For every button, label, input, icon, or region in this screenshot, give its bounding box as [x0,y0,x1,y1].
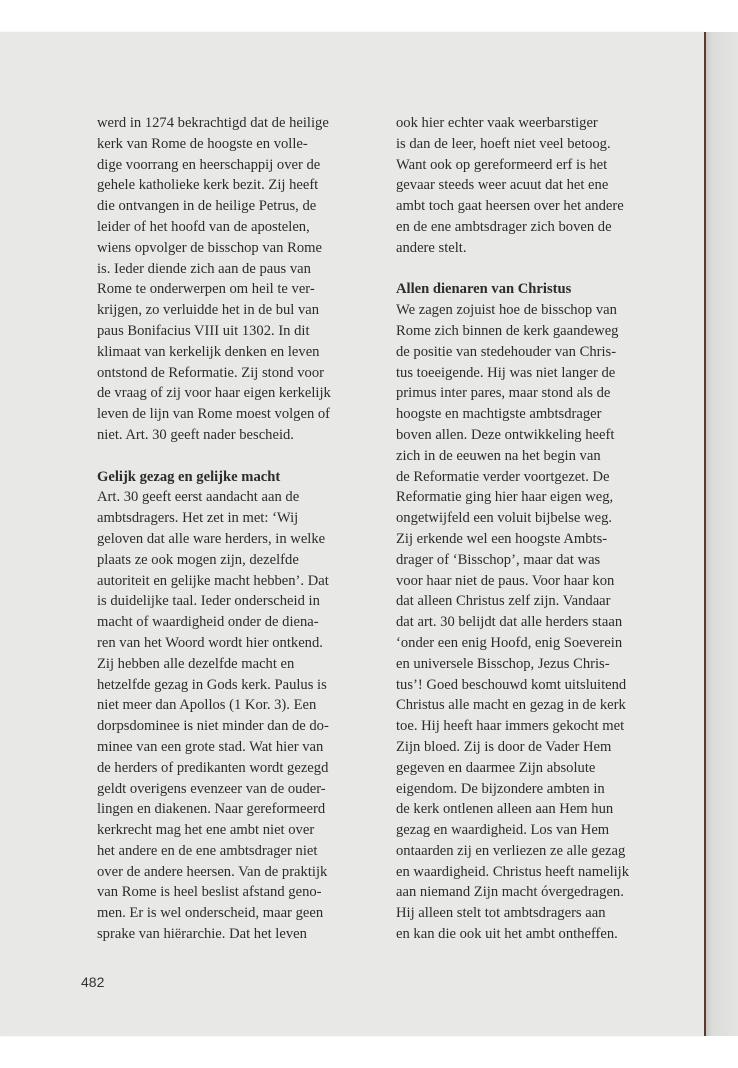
text-line: Zijn bloed. Zij is door de Vader Hem [396,738,612,755]
text-line: de vraag of zij voor haar eigen kerkelijk [97,385,331,402]
text-line: leider of het hoofd van de apostelen, [97,218,310,235]
text-line: boven allen. Deze ontwikkeling heeft [396,426,615,443]
text-line: hetzelfde gezag in Gods kerk. Paulus is [97,676,327,693]
left-column [97,113,361,945]
text-line: aan niemand Zijn macht óvergedragen. [396,884,624,901]
text-line: voor haar niet de paus. Voor haar kon [396,572,615,589]
text-line: sprake van hiërarchie. Dat het leven [97,926,307,943]
text-line: ‘onder een enig Hoofd, enig Soeverein [396,634,623,651]
text-line: zich in de eeuwen na het begin van [396,447,601,464]
section-heading: Gelijk gezag en gelijke macht [97,468,281,485]
text-line: Christus alle macht en gezag in de kerk [396,697,626,714]
text-line: niet. Art. 30 geeft nader bescheid. [97,426,294,443]
text-line: ongetwijfeld een voluit bijbelse weg. [396,510,613,527]
text-line: de kerk ontlenen alleen aan Hem hun [396,801,614,818]
text-line: gezag en waardigheid. Los van Hem [396,822,610,839]
paragraph-gap [396,259,666,280]
text-line: Zij hebben alle dezelfde macht en [97,655,295,672]
text-line: is. Ieder diende zich aan de paus van [97,260,311,277]
text-line: geldt overigens evenzeer van de ouder- [97,780,326,797]
facing-page-edge [706,32,738,1036]
text-line: niet meer dan Apollos (1 Kor. 3). Een [97,697,317,714]
text-line: de Reformatie verder voortgezet. De [396,468,610,485]
left-paragraph-2 [97,487,361,945]
text-line: dige voorrang en heerschappij over de [97,156,321,173]
text-line: gevaar steeds weer acuut dat het ene [396,177,609,194]
text-line: ontaarden zij en verliezen ze alle gezag [396,842,626,859]
text-line: autoriteit en gelijke macht hebben’. Dat [97,572,329,589]
page-number: 482 [81,974,105,990]
right-column [396,113,666,945]
text-line: en de ene ambtsdrager zich boven de [396,218,612,235]
text-line: Hij alleen stelt tot ambtsdragers aan [396,905,606,922]
book-spine [704,32,706,1036]
text-line: die ontvangen in de heilige Petrus, de [97,198,317,215]
text-line: kerk van Rome de hoogste en volle- [97,135,308,152]
text-line: We zagen zojuist hoe de bisschop van [396,302,617,319]
text-line: ambtsdragers. Het zet in met: ‘Wij [97,510,299,527]
text-line: ontstond de Reformatie. Zij stond voor [97,364,324,381]
text-line: de herders of predikanten wordt gezegd [97,759,329,776]
text-line: gegeven en daarmee Zijn absolute [396,759,596,776]
text-line: drager of ‘Bisschop’, maar dat was [396,551,601,568]
text-line: krijgen, zo verluidde het in de bul van [97,302,320,319]
text-line: en kan die ook uit het ambt ontheffen. [396,926,618,943]
text-line: is dan de leer, hoeft niet veel betoog. [396,135,611,152]
section-heading: Allen dienaren van Christus [396,281,572,298]
text-line: minee van een grote stad. Wat hier van [97,738,324,755]
text-line: Rome te onderwerpen om heil te ver- [97,281,315,298]
text-line: en waardigheid. Christus heeft namelijk [396,863,630,880]
text-line: ren van het Woord wordt hier ontkend. [97,634,323,651]
text-line: ook hier echter vaak weerbarstiger [396,115,598,131]
text-line: leven de lijn van Rome moest volgen of [97,406,331,423]
text-line: wiens opvolger de bisschop van Rome [97,239,322,256]
text-line: en universele Bisschop, Jezus Chris- [396,655,610,672]
paragraph-gap [97,446,361,467]
text-line: Zij erkende wel een hoogste Ambts- [396,530,608,547]
text-line: tus’! Goed beschouwd komt uitsluitend [396,676,627,693]
text-line: macht of waardigheid onder de diena- [97,614,319,631]
text-line: eigendom. De bijzondere ambten in [396,780,605,797]
text-line: Reformatie ging hier haar eigen weg, [396,489,614,506]
text-line: hoogste en machtigste ambtsdrager [396,406,602,423]
text-line: ambt toch gaat heersen over het andere [396,198,624,215]
text-line: lingen en diakenen. Naar gereformeerd [97,801,326,818]
text-line: kerkrecht mag het ene ambt niet over [97,822,315,839]
text-line: is duidelijke taal. Ieder onderscheid in [97,593,320,610]
text-line: men. Er is wel onderscheid, maar geen [97,905,324,922]
text-line: werd in 1274 bekrachtigd dat de heilige [97,115,329,131]
text-line: geloven dat alle ware herders, in welke [97,530,326,547]
text-line: Want ook op gereformeerd erf is het [396,156,608,173]
text-line: klimaat van kerkelijk denken en leven [97,343,320,360]
text-line: Rome zich binnen de kerk gaandeweg [396,322,619,339]
text-line: paus Bonifacius VIII uit 1302. In dit [97,322,310,339]
text-line: de positie van stedehouder van Chris- [396,343,617,360]
text-line: dorpsdominee is niet minder dan de do- [97,718,329,735]
text-line: Art. 30 geeft eerst aandacht aan de [97,489,300,506]
text-line: plaats ze ook mogen zijn, dezelfde [97,551,299,568]
text-line: toe. Hij heeft haar immers gekocht met [396,718,625,735]
right-paragraph-2 [396,300,666,945]
right-paragraph-1 [396,113,666,259]
text-line: het andere en de ene ambtsdrager niet [97,842,318,859]
text-line: dat art. 30 belijdt dat alle herders staan [396,614,623,631]
text-line: van Rome is heel beslist afstand geno- [97,884,322,901]
left-paragraph-1 [97,113,361,446]
text-line: gehele katholieke kerk bezit. Zij heeft [97,177,319,194]
text-line: tus toeeigende. Hij was niet langer de [396,364,616,381]
text-line: over de andere heersen. Van de praktijk [97,863,328,880]
text-line: primus inter pares, maar stond als de [396,385,611,402]
text-line: andere stelt. [396,239,467,256]
text-line: dat alleen Christus zelf zijn. Vandaar [396,593,611,610]
